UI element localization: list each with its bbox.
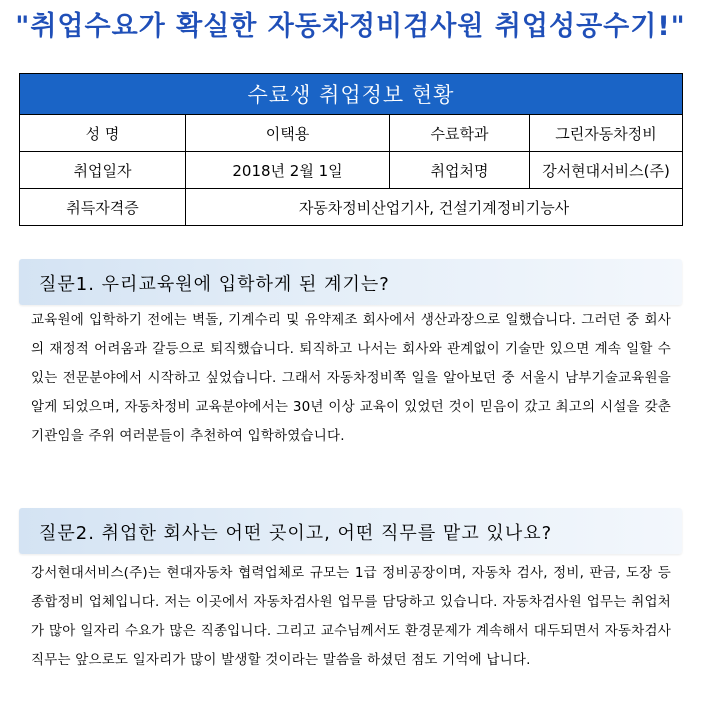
table-title-row [20,74,683,115]
page-headline: "취업수요가 확실한 자동차정비검사원 취업성공수기!" [15,11,686,42]
table-title: 수료생 취업정보 현황 [20,74,683,115]
name-label: 성 명 [20,115,186,152]
course-label: 수료학과 [390,115,530,152]
employment-date-label: 취업일자 [20,152,186,189]
license-label: 취득자격증 [20,189,186,226]
question-2-text: 질문2. 취업한 회사는 어떤 곳이고, 어떤 직무를 맡고 있나요? [39,523,553,544]
table-row [20,152,683,189]
answer-1-text: 교육원에 입학하기 전에는 벽돌, 기계수리 및 유약제조 회사에서 생산과장으로 일했습니다. 그러던 중 회사의 재정적 어려움과 갈등으로 퇴직했습니다. 퇴직하고 나서는 회사와 관계없이 기술만 있으면 계속 일할 수 있는 전문분야에서 시작하고 싶었습니다. 그래서 자동차정비쪽 일을 알아보던 중 서울시 남부기술교육원을 알게 되었으며, 자동차정비 교육분야에서는 30년 이상 교육이 있었던 것이 믿음이 갔고 최고의 시설을 갖춘 기관임을 주위 여러분들이 추천하여 입학하였습니다. [31,312,671,444]
question-2-bar [19,508,682,554]
employment-info-table [19,73,683,226]
course-value: 그린자동차정비 [530,115,683,152]
question-1-bar [19,259,682,305]
license-value: 자동차정비산업기사, 건설기계정비기능사 [186,189,683,226]
employer-value: 강서현대서비스(주) [530,152,683,189]
employer-label: 취업처명 [390,152,530,189]
table-row [20,115,683,152]
question-1-text: 질문1. 우리교육원에 입학하게 된 계기는? [39,274,390,295]
name-value: 이택용 [186,115,390,152]
employment-date-value: 2018년 2월 1일 [186,152,390,189]
answer-2-text: 강서현대서비스(주)는 현대자동차 협력업체로 규모는 1급 정비공장이며, 자동차 검사, 정비, 판금, 도장 등 종합정비 업체입니다. 저는 이곳에서 자동차검사원 업무를 담당하고 있습니다. 자동차검사원 업무는 취업처가 많아 일자리 수요가 많은 직종입니다. 그리고 교수님께서도 환경문제가 계속해서 대두되면서 자동차검사 직무는 앞으로도 일자리가 많이 발생할 것이라는 말씀을 하셨던 점도 기억에 납니다. [31,565,671,668]
table-row [20,189,683,226]
